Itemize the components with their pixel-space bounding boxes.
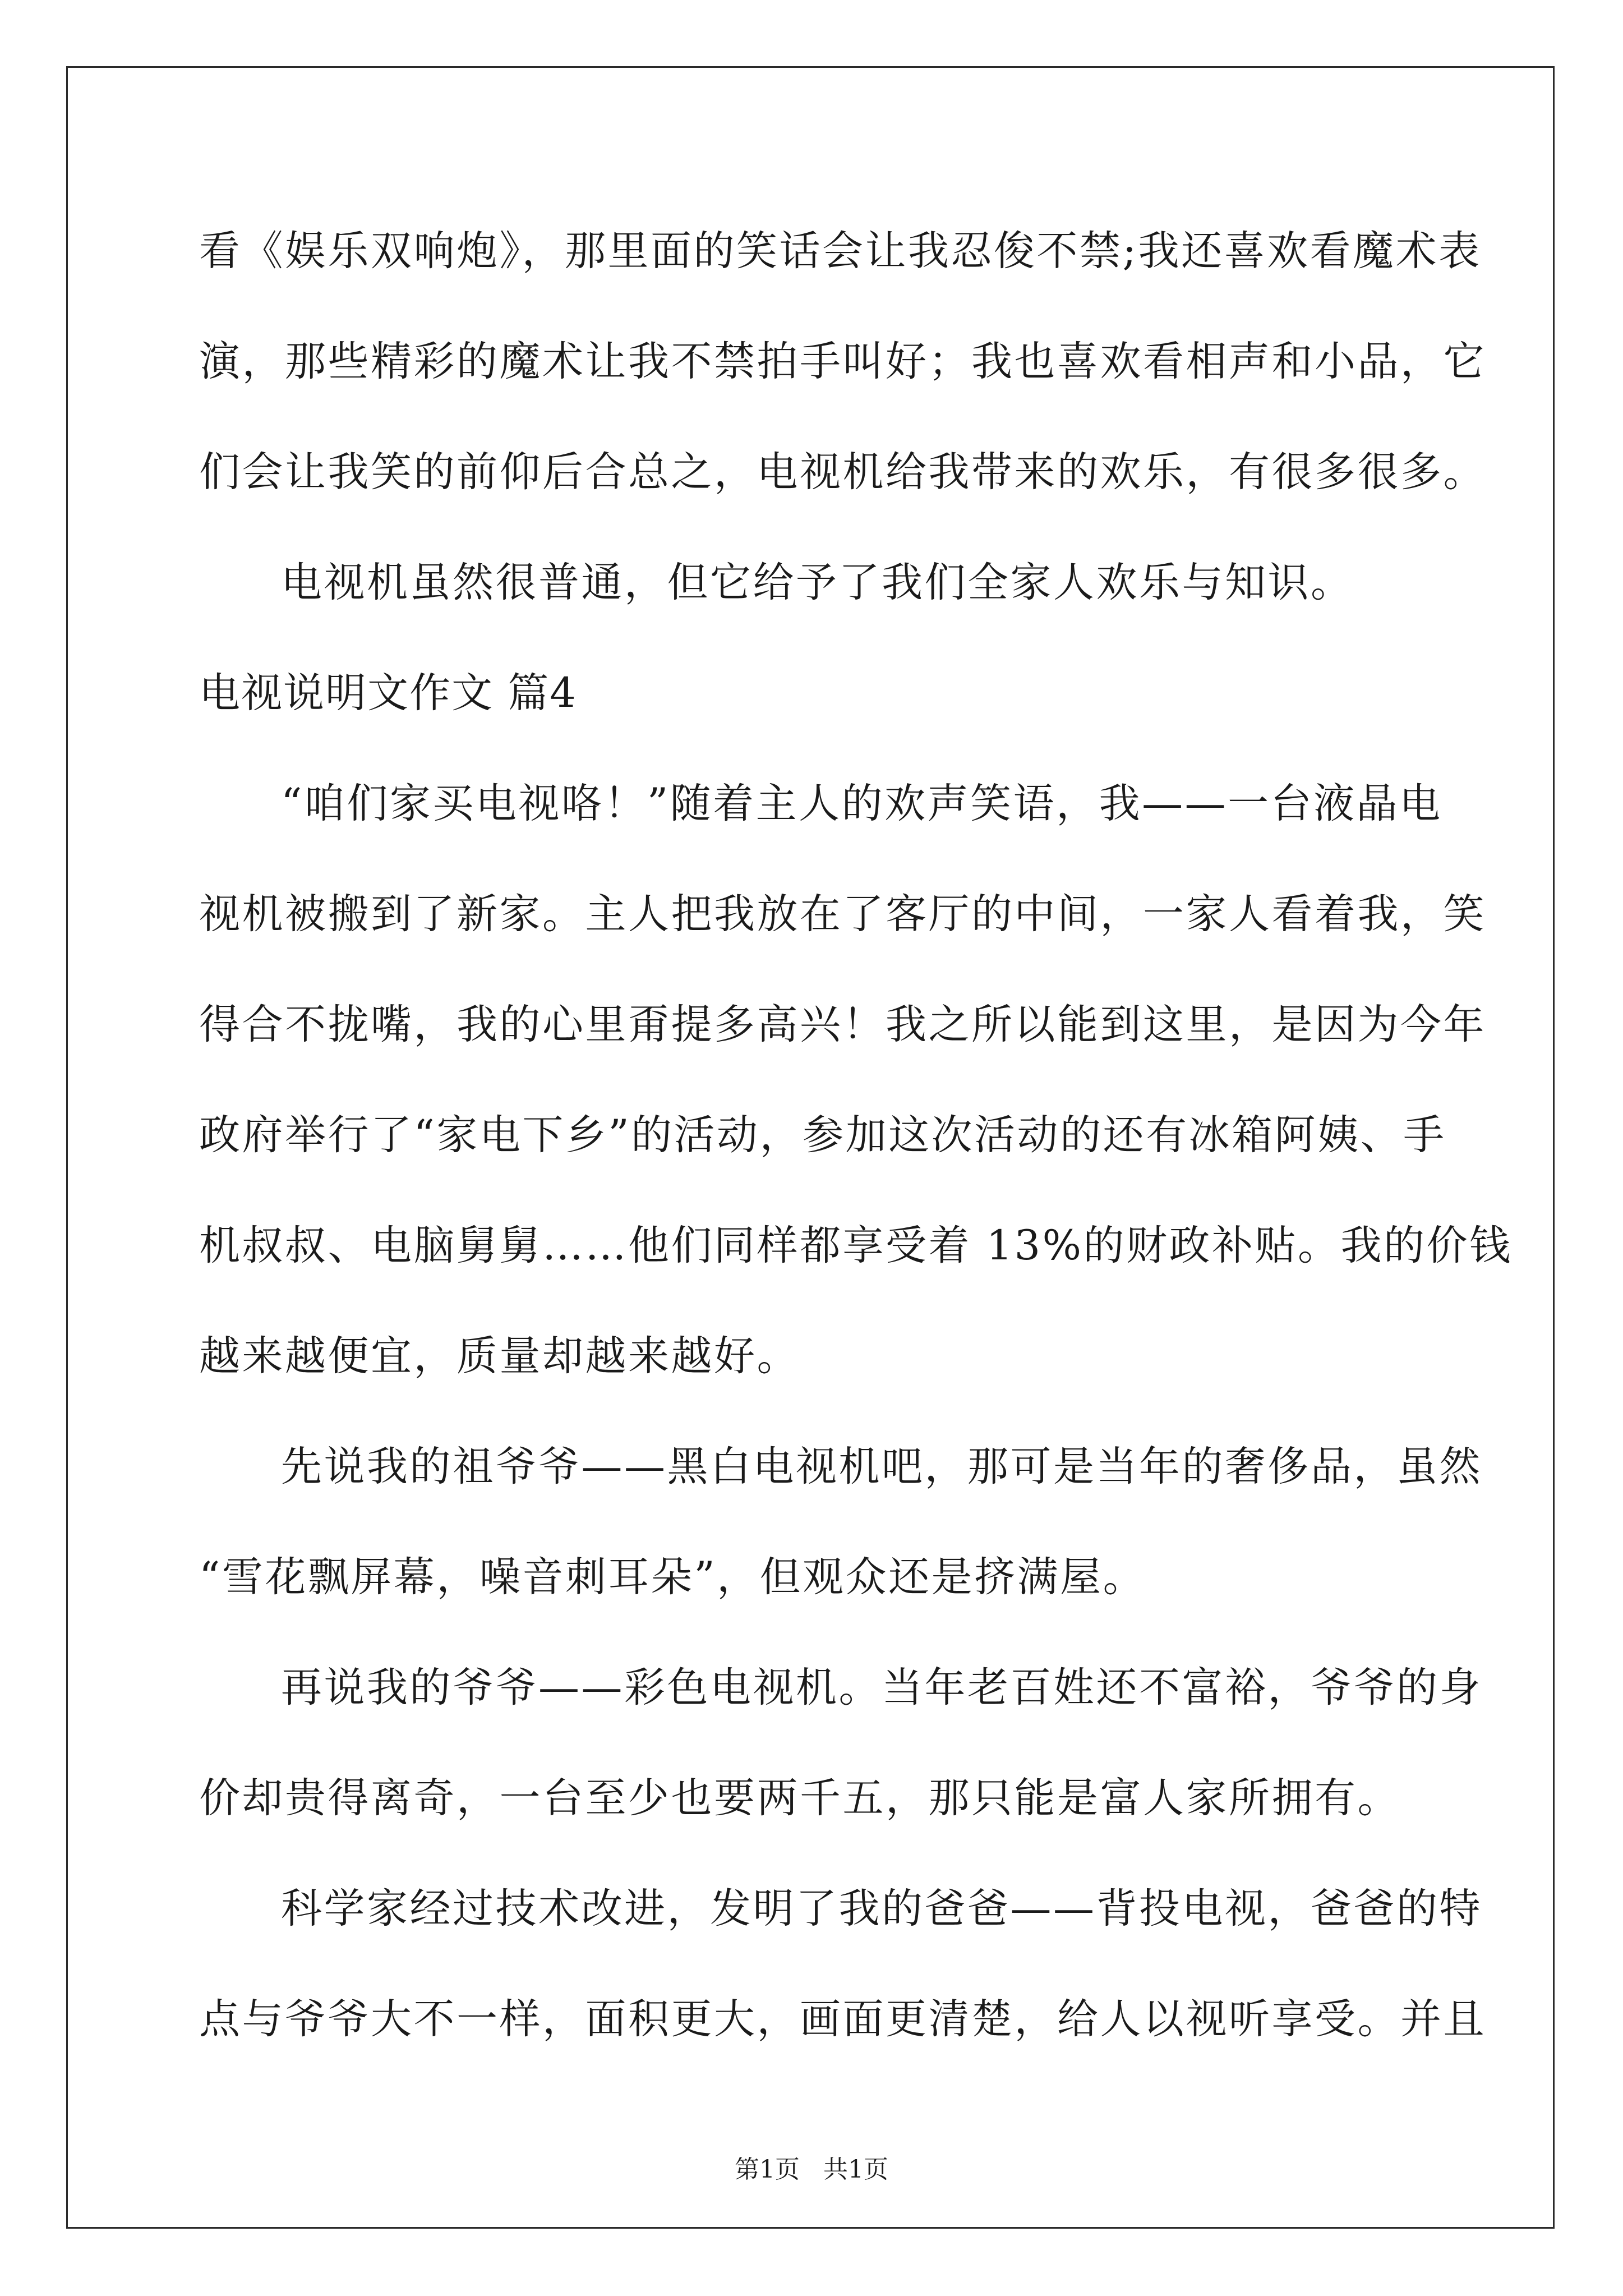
text-line: 科学家经过技术改进，发明了我的爸爸——背投电视，爸爸的特 (281, 1885, 1482, 1932)
text-line: 机叔叔、电脑舅舅……他们同样都享受着 13%的财政补贴。我的价钱 (199, 1222, 1513, 1269)
text-line: 演，那些精彩的魔术让我不禁拍手叫好；我也喜欢看相声和小品，它 (199, 338, 1486, 385)
text-line: 再说我的爷爷——彩色电视机。当年老百姓还不富裕，爷爷的身 (281, 1664, 1482, 1711)
text-line: 越来越便宜，质量却越来越好。 (199, 1332, 800, 1380)
text-line: 点与爷爷大不一样，面积更大，画面更清楚，给人以视听享受。并且 (199, 1995, 1486, 2043)
text-line: 们会让我笑的前仰后合总之，电视机给我带来的欢乐，有很多很多。 (199, 448, 1486, 496)
document-body (199, 218, 1513, 2096)
section-heading: 电视说明文作文 篇4 (199, 669, 577, 717)
text-line: 先说我的祖爷爷——黑白电视机吧，那可是当年的奢侈品，虽然 (281, 1443, 1482, 1490)
text-line: 价却贵得离奇，一台至少也要两千五，那只能是富人家所拥有。 (199, 1774, 1400, 1822)
page-number-footer: 第1页 共1页 (735, 2155, 888, 2184)
text-line: 电视机虽然很普通，但它给予了我们全家人欢乐与知识。 (281, 559, 1354, 606)
text-line: “咱们家买电视咯！”随着主人的欢声笑语，我——一台液晶电 (281, 780, 1442, 827)
text-line: 政府举行了“家电下乡”的活动，参加这次活动的还有冰箱阿姨、手 (199, 1111, 1446, 1159)
text-line: 视机被搬到了新家。主人把我放在了客厅的中间，一家人看着我，笑 (199, 890, 1486, 938)
text-line: “雪花飘屏幕，噪音刺耳朵”，但观众还是挤满屋。 (199, 1553, 1146, 1601)
text-line: 看《娱乐双响炮》，那里面的笑话会让我忍俊不禁;我还喜欢看魔术表 (199, 227, 1482, 275)
text-line: 得合不拢嘴，我的心里甭提多高兴！我之所以能到这里，是因为今年 (199, 1001, 1486, 1048)
